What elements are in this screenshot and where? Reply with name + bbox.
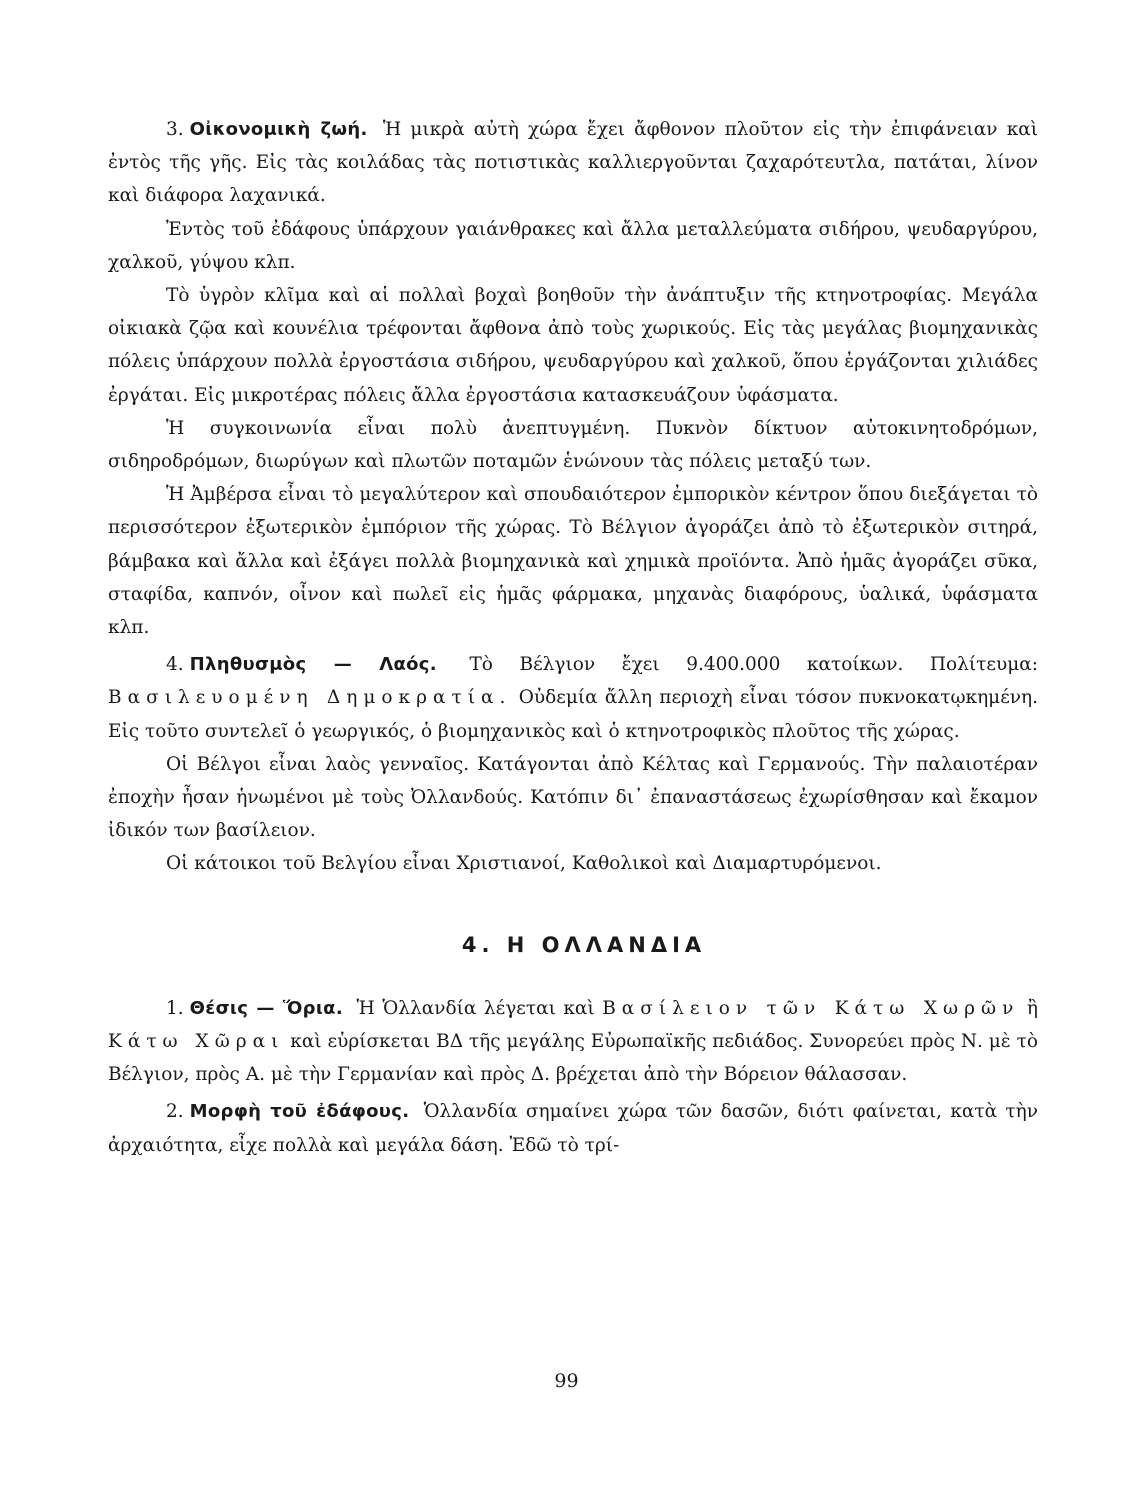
section-3-heading: Οἰκονομικὴ ζωή. [189,119,368,140]
section-3-paragraph-1 [108,113,1038,213]
page-number: 99 [554,1370,579,1392]
section-4-paragraph-1 [108,648,1038,748]
holland-section-2-text: Ὁλλανδία σημαίνει χώρα τῶν δασῶν, διότι φαίνεται, κατὰ τὴν ἀρχαιότητα, εἶχε πολλὰ καὶ μεγάλα δάση. Ἐδῶ τὸ τρί- [108,1101,1038,1156]
holland-section-1-text-mid: ἢ [1026,997,1038,1019]
holland-section-1-text-before: Ἡ Ὁλλανδία λέγεται καὶ [356,997,595,1019]
section-4-spaced-text: Βασιλευομένη Δημοκρατία. [108,687,512,709]
section-4-paragraph-3: Οἱ κάτοικοι τοῦ Βελγίου εἶναι Χριστιανοί, Καθολικοὶ καὶ Διαμαρτυρόμενοι. [166,853,882,875]
section-3-paragraph-3: Τὸ ὑγρὸν κλῖμα καὶ αἱ πολλαὶ βοχαὶ βοηθοῦν τὴν ἀνάπτυξιν τῆς κτηνοτροφίας. Μεγάλα οἰκιακὰ ζῷα καὶ κουνέλια τρέφονται ἄφθονα ἀπὸ τοὺς χωρικούς. Εἰς τὰς μεγάλας βιομηχανικὰς πόλεις ὑπάρχουν πολλὰ ἐργοστάσια σιδήρου, ψευδαργύρου καὶ χαλκοῦ, ὅπου ἐργάζονται χιλιάδες ἐργάται. Εἰς μικροτέρας πόλεις ἄλλα ἐργοστάσια κατασκευάζουν ὑφάσματα. [108,285,1038,406]
holland-section-1-heading: Θέσις — Ὅρια. [189,997,343,1019]
holland-section-1-paragraph [108,992,1038,1092]
section-4-text-before: Τὸ Βέλγιον ἔχει 9.400.000 κατοίκων. Πολίτευμα: [469,654,1038,676]
section-3-text-1: Ἡ μικρὰ αὐτὴ χώρα ἔχει ἄφθονον πλοῦτον εἰς τὴν ἐπιφάνειαν καὶ ἐντὸς τῆς γῆς. Εἰς τὰς κοιλάδας τὰς ποτιστικὰς καλλιεργοῦνται ζαχαρότευτλα, πατάται, λίνον καὶ διάφορα λαχανικά. [108,119,1038,207]
section-3-paragraph-5: Ἡ Ἀμβέρσα εἶναι τὸ μεγαλύτερον καὶ σπουδαιότερον ἐμπορικὸν κέντρον ὅπου διεξάγεται τὸ περισσότερον ἐξωτερικὸν ἐμπόριον τῆς χώρας. Τὸ Βέλγιον ἀγοράζει ἀπὸ τὸ ἐξωτερικὸν σιτηρά, βάμβακα καὶ ἄλλα καὶ ἐξάγει πολλὰ βιομηχανικὰ καὶ χημικὰ προϊόντα. Ἀπὸ ἡμᾶς ἀγοράζει σῦκα, σταφίδα, καπνόν, οἶνον καὶ πωλεῖ εἰς ἡμᾶς φάρμακα, μηχανὰς διαφόρους, ὑαλικά, ὑφάσματα κλπ. [108,484,1038,639]
section-3-number: 3. [166,119,184,140]
holland-section-2-paragraph [108,1095,1038,1161]
holland-section-1-spaced-1: Βασίλειον τῶν Κάτω Χωρῶν [602,997,1020,1019]
holland-section-2-heading: Μορφὴ τοῦ ἐδάφους. [189,1101,410,1123]
holland-section-1-text-after: καὶ εὑρίσκεται ΒΔ τῆς μεγάλης Εὐρωπαϊκῆς πεδιάδος. Συνορεύει πρὸς Ν. μὲ τὸ Βέλγιον, πρὸς Α. μὲ τὴν Γερμανίαν καὶ πρὸς Δ. βρέχεται ἀπὸ τὴν Βόρειον θάλασσαν. [108,1031,1038,1086]
chapter-title: 4. Η ΟΛΛΑΝΔΙΑ [461,932,707,957]
section-3-paragraph-2: Ἐντὸς τοῦ ἐδάφους ὑπάρχουν γαιάνθρακες καὶ ἄλλα μεταλλεύματα σιδήρου, ψευδαργύρου, χαλκοῦ, γύψου κλπ. [108,218,1038,273]
holland-section-1-spaced-2: Κάτω Χῶραι [108,1031,285,1053]
section-3-paragraph-4: Ἡ συγκοινωνία εἶναι πολὺ ἀνεπτυγμένη. Πυκνὸν δίκτυον αὐτοκινητοδρόμων, σιδηροδρόμων, διωρύγων καὶ πλωτῶν ποταμῶν ἑνώνουν τὰς πόλεις μεταξύ των. [108,417,1038,473]
section-4-heading: Πληθυσμὸς — Λαός. [189,654,437,676]
section-4-text-after: Οὐδεμία ἄλλη περιοχὴ εἶναι τόσον πυκνοκατῳκημένη. Εἰς τοῦτο συντελεῖ ὁ γεωργικός, ὁ βιομηχανικὸς καὶ ὁ κτηνοτροφικὸς πλοῦτος τῆς χώρας. [108,687,1038,742]
section-4-number: 4. [166,654,184,676]
section-4-paragraph-2: Οἱ Βέλγοι εἶναι λαὸς γενναῖος. Κατάγονται ἀπὸ Κέλτας καὶ Γερμανούς. Τὴν παλαιοτέραν ἐποχὴν ἦσαν ἡνωμένοι μὲ τοὺς Ὀλλανδούς. Κατόπιν δι᾽ ἐπαναστάσεως ἐχωρίσθησαν καὶ ἔκαμον ἰδικόν των βασίλειον. [108,753,1038,842]
holland-section-1-number: 1. [166,997,184,1019]
holland-section-2-number: 2. [166,1101,184,1123]
page-body [108,113,1038,1162]
